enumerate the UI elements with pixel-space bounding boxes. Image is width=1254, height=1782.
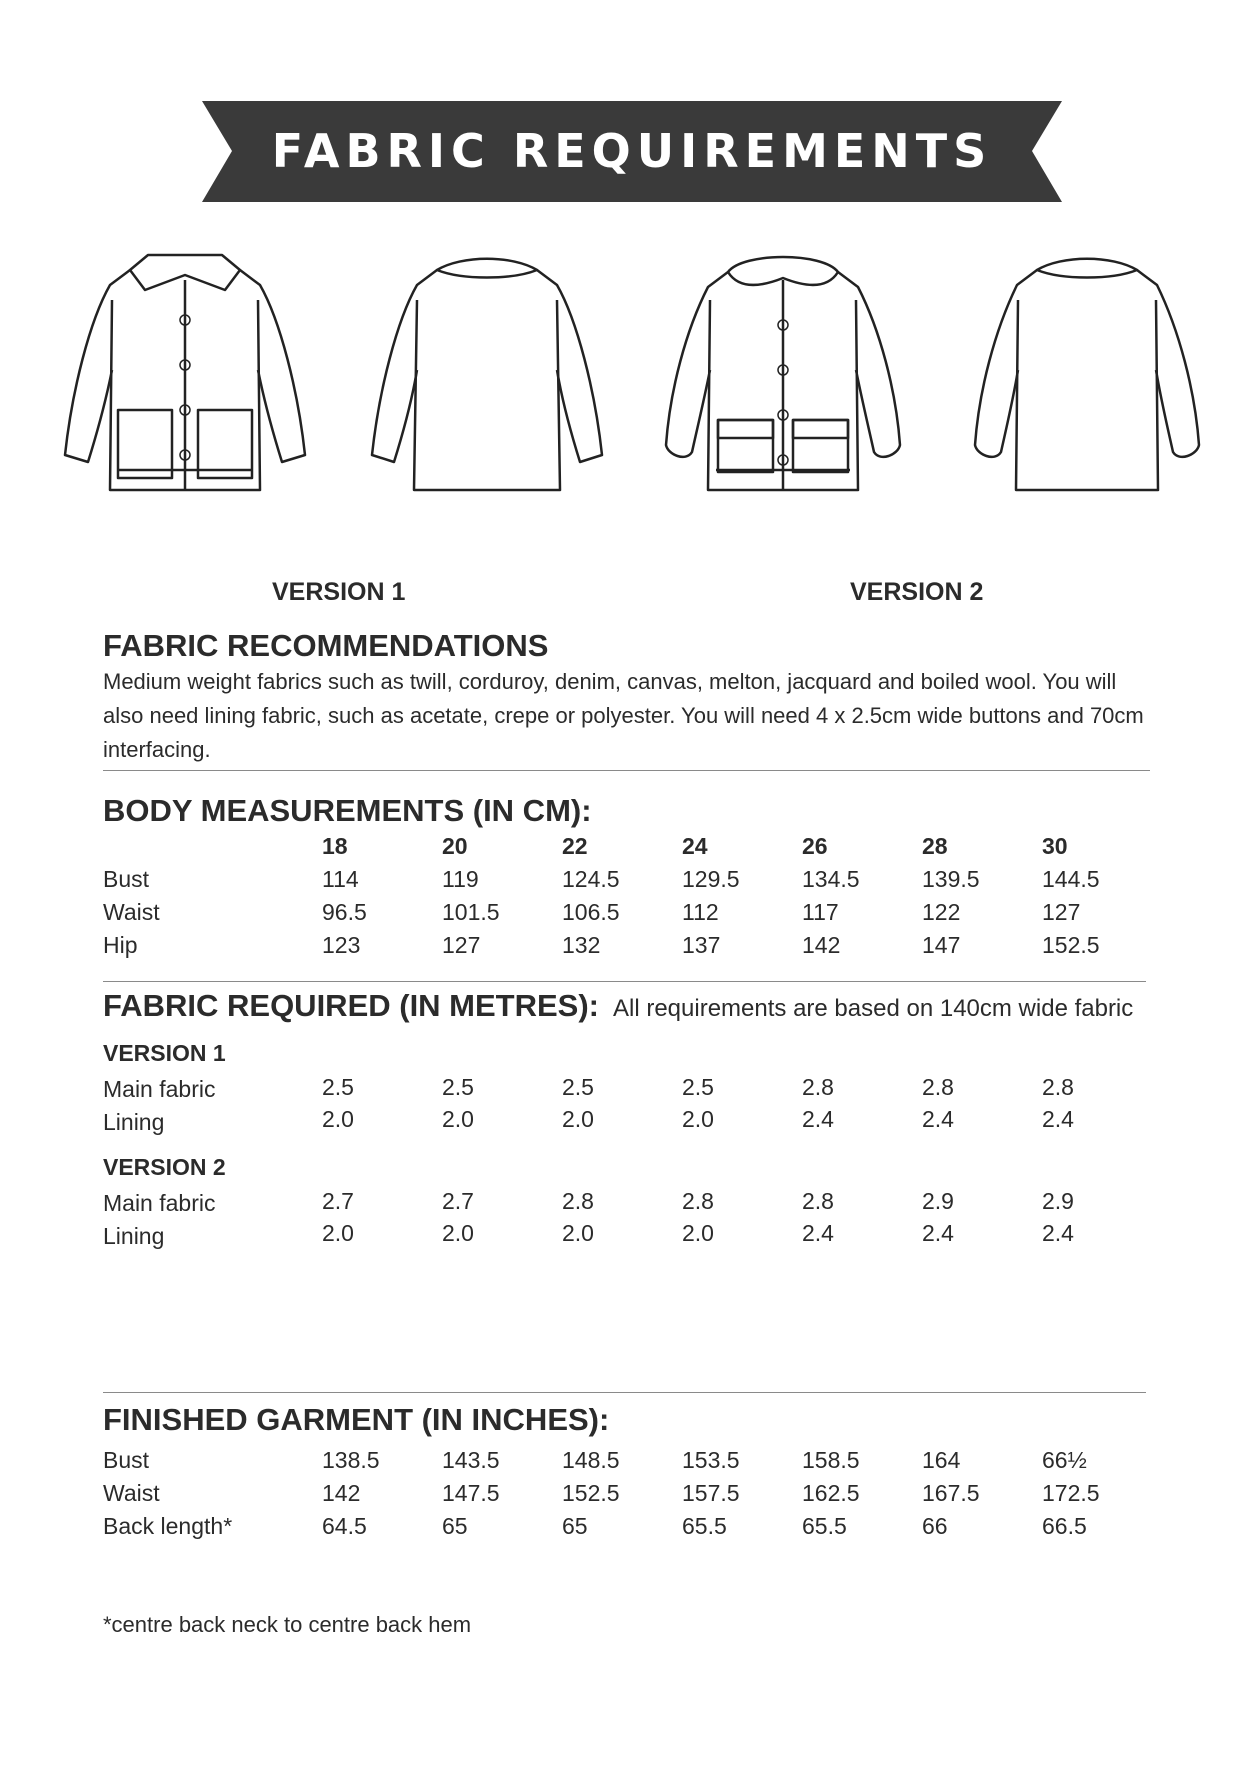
table-cell: 65 [442, 1513, 468, 1539]
table-row [0, 1447, 1254, 1479]
table-row [0, 1106, 1254, 1138]
table-cell: 2.0 [562, 1220, 594, 1246]
table-cell: 2.5 [322, 1074, 354, 1100]
table-cell: 144.5 [1042, 866, 1100, 892]
table-cell: 157.5 [682, 1480, 740, 1506]
table-cell: 137 [682, 932, 721, 958]
table-cell: 122 [922, 899, 961, 925]
title-banner [202, 101, 1062, 202]
table-cell: 64.5 [322, 1513, 367, 1539]
row-label: Back length* [103, 1513, 233, 1539]
table-cell: 2.8 [682, 1188, 714, 1214]
table-cell: 2.0 [562, 1106, 594, 1132]
row-label: Waist [103, 899, 160, 925]
table-row [0, 899, 1254, 931]
row-label: Main fabric [103, 1190, 216, 1216]
table-cell: 2.5 [442, 1074, 474, 1100]
version-1-subheading: VERSION 1 [103, 1040, 226, 1066]
table-cell: 2.0 [442, 1106, 474, 1132]
table-cell: 65 [562, 1513, 588, 1539]
table-cell: 2.4 [802, 1106, 834, 1132]
table-cell: 172.5 [1042, 1480, 1100, 1506]
table-cell: 2.7 [442, 1188, 474, 1214]
table-cell: 106.5 [562, 899, 620, 925]
table-cell: 2.0 [682, 1106, 714, 1132]
row-label: Bust [103, 866, 150, 892]
table-cell: 143.5 [442, 1447, 500, 1473]
recommendations-text: Medium weight fabrics such as twill, corduroy, denim, canvas, melton, jacquard and boiled wool. You will also need lining fabric, such as acetate, crepe or polyester. You will need 4 x 2.5cm wide buttons and 70cm interfacing. [103, 669, 1144, 762]
footnote: *centre back neck to centre back hem [103, 1612, 472, 1637]
table-cell: 2.8 [802, 1074, 834, 1100]
table-cell: 65.5 [682, 1513, 727, 1539]
body-measurements-heading: BODY MEASUREMENTS (IN CM): [103, 793, 592, 828]
size-header: 30 [1042, 833, 1068, 859]
row-label: Lining [103, 1223, 165, 1249]
page-title: FABRIC REQUIREMENTS [271, 124, 993, 178]
table-cell: 134.5 [802, 866, 860, 892]
table-cell: 112 [682, 899, 719, 925]
table-cell: 119 [442, 866, 479, 892]
table-cell: 2.0 [442, 1220, 474, 1246]
version-2-back-icon [962, 240, 1212, 520]
table-cell: 127 [1042, 899, 1081, 925]
version-2-label: VERSION 2 [850, 578, 984, 606]
size-header: 28 [922, 833, 948, 859]
table-cell: 2.8 [802, 1188, 834, 1214]
row-label: Waist [103, 1480, 160, 1506]
table-cell: 147.5 [442, 1480, 500, 1506]
divider [103, 1392, 1146, 1393]
table-cell: 2.4 [922, 1106, 954, 1132]
table-row [0, 1074, 1254, 1106]
table-cell: 139.5 [922, 866, 980, 892]
finished-garment-heading: FINISHED GARMENT (IN INCHES): [103, 1402, 610, 1437]
fabric-required-title: FABRIC REQUIRED (IN METRES): [103, 988, 599, 1023]
table-cell: 2.4 [922, 1220, 954, 1246]
table-cell: 2.9 [922, 1188, 954, 1214]
table-cell: 138.5 [322, 1447, 380, 1473]
table-cell: 129.5 [682, 866, 740, 892]
table-cell: 123 [322, 932, 361, 958]
table-cell: 158.5 [802, 1447, 860, 1473]
size-header: 24 [682, 833, 708, 859]
table-cell: 96.5 [322, 899, 367, 925]
table-cell: 2.0 [322, 1106, 354, 1132]
table-cell: 101.5 [442, 899, 500, 925]
table-cell: 117 [802, 899, 839, 925]
table-cell: 2.4 [1042, 1106, 1074, 1132]
version-1-front-icon [60, 240, 310, 520]
table-cell: 2.5 [562, 1074, 594, 1100]
table-cell: 124.5 [562, 866, 620, 892]
size-header: 18 [322, 833, 348, 859]
divider [103, 770, 1150, 771]
table-cell: 114 [322, 866, 359, 892]
table-row [0, 1513, 1254, 1545]
fabric-width-note: All requirements are based on 140cm wide fabric [613, 995, 1134, 1022]
table-cell: 2.7 [322, 1188, 354, 1214]
table-cell: 127 [442, 932, 481, 958]
row-label: Lining [103, 1109, 165, 1135]
table-cell: 142 [322, 1480, 361, 1506]
table-cell: 147 [922, 932, 961, 958]
table-row [0, 1220, 1254, 1252]
table-cell: 2.8 [562, 1188, 594, 1214]
version-2-subheading: VERSION 2 [103, 1154, 226, 1180]
version-2-front-icon [658, 240, 908, 520]
table-cell: 66 [922, 1513, 948, 1539]
size-header: 22 [562, 833, 588, 859]
table-cell: 2.0 [682, 1220, 714, 1246]
row-label: Hip [103, 932, 138, 958]
table-cell: 2.8 [1042, 1074, 1074, 1100]
table-row [0, 866, 1254, 898]
table-cell: 2.4 [802, 1220, 834, 1246]
table-cell: 66½ [1042, 1447, 1087, 1473]
divider [103, 981, 1146, 982]
table-cell: 65.5 [802, 1513, 847, 1539]
table-cell: 152.5 [1042, 932, 1100, 958]
table-cell: 164 [922, 1447, 961, 1473]
table-row [0, 1480, 1254, 1512]
table-cell: 148.5 [562, 1447, 620, 1473]
table-cell: 162.5 [802, 1480, 860, 1506]
size-header: 20 [442, 833, 468, 859]
row-label: Main fabric [103, 1076, 216, 1102]
table-cell: 66.5 [1042, 1513, 1087, 1539]
version-1-back-icon [362, 240, 612, 520]
table-cell: 2.5 [682, 1074, 714, 1100]
table-cell: 2.9 [1042, 1188, 1074, 1214]
table-cell: 152.5 [562, 1480, 620, 1506]
recommendations-heading: FABRIC RECOMMENDATIONS [103, 628, 549, 663]
table-cell: 167.5 [922, 1480, 980, 1506]
table-cell: 153.5 [682, 1447, 740, 1473]
table-cell: 142 [802, 932, 841, 958]
version-1-label: VERSION 1 [272, 578, 406, 606]
table-row [0, 1188, 1254, 1220]
table-cell: 132 [562, 932, 601, 958]
table-row [0, 932, 1254, 964]
row-label: Bust [103, 1447, 150, 1473]
fabric-required-heading [103, 988, 1133, 1024]
size-header-row [0, 833, 1254, 865]
table-cell: 2.8 [922, 1074, 954, 1100]
table-cell: 2.0 [322, 1220, 354, 1246]
table-cell: 2.4 [1042, 1220, 1074, 1246]
size-header: 26 [802, 833, 828, 859]
